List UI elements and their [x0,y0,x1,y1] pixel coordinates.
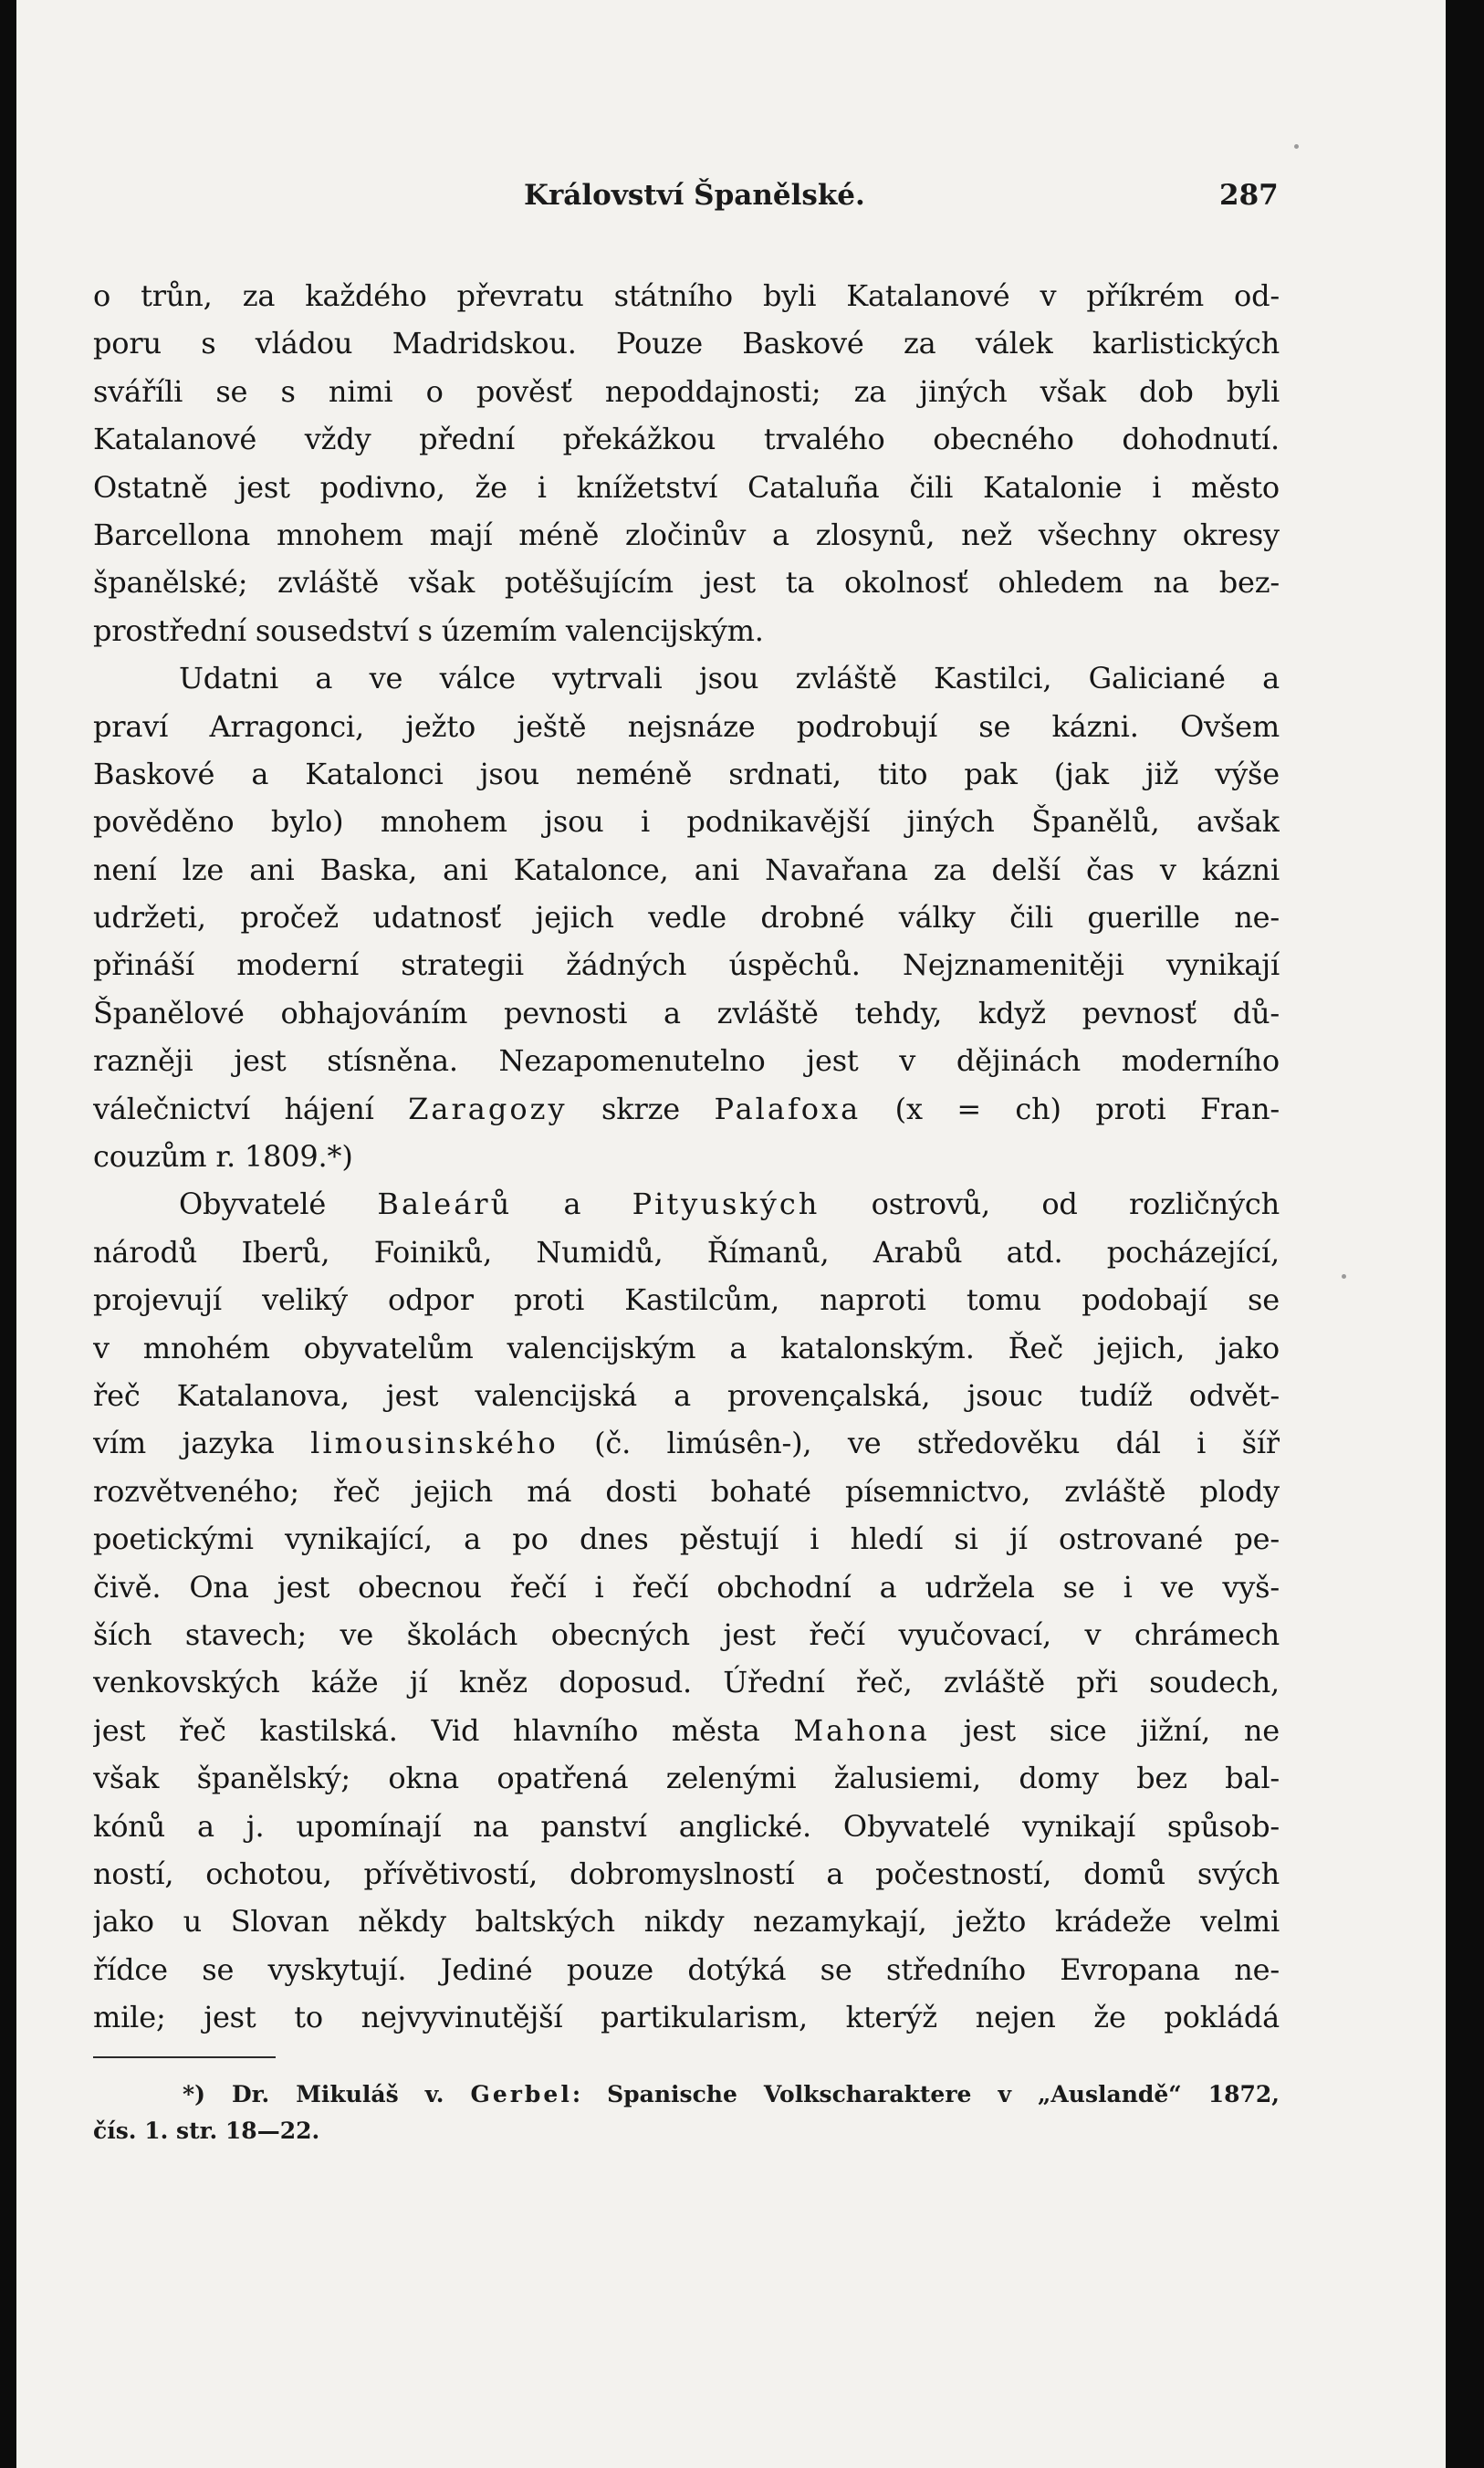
text-line [93,1563,1280,1611]
text-line [93,1180,1280,1228]
text-segment: Španělové obhajováním pevnosti a zvláště tehdy, když pevnosť dů- [93,995,1280,1030]
text-line [93,1611,1280,1658]
text-line [93,1229,1280,1276]
text-segment: prostřední sousedství s územím valencijským. [93,612,764,648]
text-segment: Katalanové vždy přední překážkou trvalého obecného dohodnutí. [93,422,1280,457]
text-segment: jest sice jižní, ne [929,1712,1280,1748]
text-segment: španělské; zvláště však potěšujícím jest ta okolnosť ohledem na bez- [93,565,1280,601]
spaced-term: Mahona [793,1712,930,1748]
text-segment: však španělský; okna opatřená zelenými žalusiemi, domy bez bal- [93,1761,1280,1796]
footnotes [93,2076,1280,2149]
text-segment: projevují veliký odpor proti Kastilcům, naproti tomu podobají se [93,1282,1280,1318]
text-segment: ností, ochotou, přívětivostí, dobromyslností a počestností, domů svých [93,1856,1280,1891]
text-segment: řeč Katalanova, jest valencijská a provençalská, jsouc tudíž odvět- [93,1377,1280,1413]
spaced-term: Zaragozy [408,1091,568,1126]
text-segment: rozvětveného; řeč jejich má dosti bohaté písemnictvo, zvláště plody [93,1473,1280,1509]
page-number: 287 [1219,179,1279,212]
text-segment: (č. limúsên-), ve středověku dál i šíř [558,1426,1280,1461]
text-segment: udržeti, pročež udatnosť jejich vedle drobné války čili guerille ne- [93,900,1280,936]
text-line [93,464,1280,511]
text-line [93,1707,1280,1754]
text-line [93,1993,1280,2041]
text-segment: venkovských káže jí kněz doposud. Úřední řeč, zvláště při soudech, [93,1665,1280,1700]
text-segment: jako u Slovan někdy baltských nikdy nezamykají, ježto krádeže velmi [93,1904,1280,1940]
text-segment: Udatni a ve válce vytrvali jsou zvláště Kastilci, Galiciané a [179,661,1280,696]
spaced-term: Palafoxa [714,1091,862,1126]
text-line [93,1468,1280,1515]
text-segment: kónů a j. upomínají na panství anglické. Obyvatelé vynikají spůsob- [93,1808,1280,1844]
text-segment: pověděno bylo) mnohem jsou i podnikavější jiných Španělů, avšak [93,804,1280,840]
footnote-line [93,2076,1280,2113]
text-line [93,607,1280,654]
text-segment: a [512,1187,632,1222]
text-line [93,846,1280,894]
text-segment: couzům r. 1809.*) [93,1139,353,1175]
text-line [93,941,1280,988]
text-line [93,1754,1280,1802]
text-line [93,1658,1280,1706]
spaced-term: Pityuských [632,1187,820,1222]
text-segment: řídce se vyskytují. Jediné pouze dotýká se středního Evropana ne- [93,1951,1280,1987]
text-line [93,1946,1280,1993]
text-line [93,1803,1280,1850]
text-line [93,894,1280,941]
book-page [16,0,1446,2468]
spaced-term: Baleárů [377,1187,513,1222]
footnote-line: čís. 1. str. 18—22. [93,2118,320,2144]
speck [1294,144,1299,149]
text-segment: razněji jest stísněna. Nezapomenutelno jest v dějinách moderního [93,1043,1280,1079]
text-segment: čivě. Ona jest obecnou řečí i řečí obchodní a udržela se i ve vyš- [93,1569,1280,1605]
text-line [93,415,1280,463]
text-line [93,654,1280,702]
text-line [93,703,1280,750]
text-line [93,989,1280,1037]
text-segment: válečnictví hájení [93,1091,409,1126]
text-line [93,1850,1280,1898]
text-line [93,750,1280,798]
text-segment: mile; jest to nejvyvinutější partikularism, kterýž nejen že pokládá [93,2000,1280,2035]
text-line [93,319,1280,367]
text-line [93,511,1280,559]
text-segment: ostrovů, od rozličných [820,1187,1280,1222]
text-segment: vím jazyka [93,1426,311,1461]
spaced-term: limousinského [310,1426,559,1461]
text-segment: *) Dr. Mikuláš v. [183,2081,471,2107]
body-text [93,272,1280,2041]
text-line [93,1898,1280,1945]
text-line [93,1085,1280,1133]
text-line [93,1133,1280,1180]
text-segment: sváříli se s nimi o pověsť nepoddajnosti; za jiných však dob byli [93,373,1280,409]
text-line [93,798,1280,845]
text-line [93,1372,1280,1419]
text-line [93,1515,1280,1563]
text-segment: není lze ani Baska, ani Katalonce, ani Navařana za delší čas v kázni [93,852,1280,887]
text-line [93,272,1280,319]
footnote-rule [93,2056,276,2058]
text-segment: Baskové a Katalonci jsou neméně srdnati, tito pak (jak již výše [93,756,1280,791]
text-segment: skrze [567,1091,715,1126]
text-line [93,1324,1280,1372]
text-segment: : Spanische Volkscharaktere v „Auslandě“ 1872, [571,2081,1280,2107]
spaced-term: Gerbel [470,2081,572,2107]
text-line [93,1276,1280,1323]
text-segment: Ostatně jest podivno, že i knížetství Cataluña čili Katalonie i město [93,469,1280,505]
text-segment: ších stavech; ve školách obecných jest řečí vyučovací, v chrámech [93,1616,1280,1652]
text-segment: o trůn, za každého převratu státního byli Katalanové v příkrém od- [93,278,1280,313]
text-segment: Barcellona mnohem mají méně zločinův a zlosynů, než všechny okresy [93,517,1280,552]
text-segment: (x = ch) proti Fran- [861,1091,1280,1126]
speck [1342,1274,1346,1279]
text-line [93,559,1280,606]
text-segment: poru s vládou Madridskou. Pouze Baskové za válek karlistických [93,326,1280,361]
running-head [16,179,1446,221]
text-line [93,368,1280,415]
text-segment: Obyvatelé [179,1187,378,1222]
text-line [93,1419,1280,1467]
text-segment: národů Iberů, Foiniků, Numidů, Římanů, Arabů atd. pocházející, [93,1234,1280,1270]
text-segment: poetickými vynikající, a po dnes pěstují i hledí si jí ostrované pe- [93,1522,1280,1557]
text-segment: přináší moderní strategii žádných úspěchů. Nejznamenitěji vynikají [93,947,1280,983]
text-segment: jest řeč kastilská. Vid hlavního města [93,1712,794,1748]
text-line [93,1037,1280,1084]
text-segment: v mnohém obyvatelům valencijským a katalonským. Řeč jejich, jako [93,1330,1280,1365]
running-head-title: Království Španělské. [524,179,865,212]
text-segment: praví Arragonci, ježto ještě nejsnáze podrobují se kázni. Ovšem [93,708,1280,744]
